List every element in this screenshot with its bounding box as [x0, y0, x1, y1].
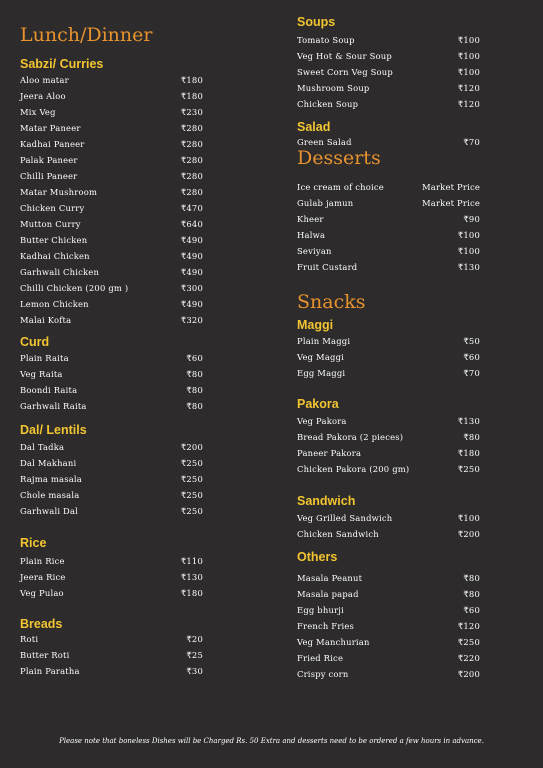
menu-item [297, 229, 480, 242]
menu-item [20, 90, 203, 103]
section-title-sandwich: Sandwich [297, 494, 356, 508]
item-price: ₹60 [463, 352, 480, 362]
item-name: Tomato Soup [297, 35, 355, 45]
item-name: Plain Maggi [297, 336, 351, 346]
menu-item [297, 50, 480, 63]
menu-item [20, 282, 203, 295]
item-price: ₹300 [180, 283, 203, 293]
item-price: ₹250 [457, 637, 480, 647]
item-name: Mushroom Soup [297, 83, 370, 93]
item-price: ₹490 [180, 299, 203, 309]
item-price: ₹200 [457, 529, 480, 539]
item-price: ₹120 [457, 83, 480, 93]
item-price: ₹80 [186, 369, 203, 379]
item-name: Chilli Paneer [20, 171, 78, 181]
menu-item [297, 572, 480, 585]
item-price: ₹70 [463, 137, 480, 147]
item-price: ₹180 [180, 75, 203, 85]
section-title-sabzi-curries: Sabzi/ Curries [20, 57, 104, 71]
item-name: Matar Mushroom [20, 187, 98, 197]
section-title-dal-lentils: Dal/ Lentils [20, 423, 87, 437]
item-price: ₹100 [457, 35, 480, 45]
menu-item [20, 505, 203, 518]
item-name: Veg Hot & Sour Soup [297, 51, 392, 61]
item-price: ₹100 [457, 230, 480, 240]
section-title-breads: Breads [20, 617, 63, 631]
section-title-pakora: Pakora [297, 397, 339, 411]
section-title-salad: Salad [297, 120, 331, 134]
item-price: ₹490 [180, 251, 203, 261]
item-name: Butter Chicken [20, 235, 88, 245]
item-name: Jeera Aloo [20, 91, 66, 101]
menu-item [20, 186, 203, 199]
menu-item [297, 98, 480, 111]
item-name: Ice cream of choice [297, 182, 384, 192]
menu-item [20, 368, 203, 381]
item-name: Bread Pakora (2 pieces) [297, 432, 404, 442]
item-price: ₹70 [463, 368, 480, 378]
menu-item [20, 649, 203, 662]
item-price: ₹100 [457, 513, 480, 523]
section-title-rice: Rice [20, 536, 47, 550]
item-price: ₹490 [180, 235, 203, 245]
item-name: Matar Paneer [20, 123, 81, 133]
menu-item [20, 473, 203, 486]
item-price: ₹220 [457, 653, 480, 663]
item-price: ₹120 [457, 621, 480, 631]
menu-item [20, 106, 203, 119]
item-price: ₹50 [463, 336, 480, 346]
item-name: Gulab jamun [297, 198, 354, 208]
item-name: Egg Maggi [297, 368, 346, 378]
item-price: ₹100 [457, 51, 480, 61]
item-name: Fruit Custard [297, 262, 358, 272]
item-name: Jeera Rice [20, 572, 66, 582]
menu-item [20, 266, 203, 279]
menu-item [297, 82, 480, 95]
item-name: Kadhai Chicken [20, 251, 90, 261]
menu-item [20, 74, 203, 87]
item-price: ₹470 [180, 203, 203, 213]
item-name: Seviyan [297, 246, 332, 256]
menu-item [297, 415, 480, 428]
item-name: Chicken Soup [297, 99, 359, 109]
item-name: Fried Rice [297, 653, 344, 663]
item-name: Plain Rice [20, 556, 65, 566]
item-price: ₹80 [463, 589, 480, 599]
item-price: ₹490 [180, 267, 203, 277]
menu-item [20, 400, 203, 413]
item-price: ₹130 [180, 572, 203, 582]
menu-item [20, 234, 203, 247]
item-name: Kheer [297, 214, 324, 224]
menu-item [20, 138, 203, 151]
item-name: Veg Raita [20, 369, 63, 379]
menu-item [20, 170, 203, 183]
menu-item [20, 555, 203, 568]
item-name: Garhwali Raita [20, 401, 87, 411]
menu-item [297, 66, 480, 79]
item-name: Veg Manchurian [297, 637, 370, 647]
menu-item [20, 298, 203, 311]
menu-item [20, 202, 203, 215]
menu-item [20, 218, 203, 231]
item-name: Veg Pakora [297, 416, 347, 426]
menu-item [297, 367, 480, 380]
item-price: ₹280 [180, 187, 203, 197]
item-price: ₹250 [180, 458, 203, 468]
item-name: Veg Grilled Sandwich [297, 513, 393, 523]
item-name: Chicken Sandwich [297, 529, 379, 539]
menu-item [20, 122, 203, 135]
item-price: ₹25 [186, 650, 203, 660]
menu-item [20, 352, 203, 365]
item-price: ₹640 [180, 219, 203, 229]
menu-item [297, 668, 480, 681]
item-price: Market Price [422, 198, 480, 208]
section-title-maggi: Maggi [297, 318, 334, 332]
menu-item [20, 250, 203, 263]
item-price: ₹320 [180, 315, 203, 325]
item-name: Palak Paneer [20, 155, 78, 165]
item-name: Chicken Pakora (200 gm) [297, 464, 410, 474]
item-name: Chicken Curry [20, 203, 85, 213]
menu-item [20, 587, 203, 600]
menu-item [20, 154, 203, 167]
item-name: Butter Roti [20, 650, 70, 660]
item-name: Mutton Curry [20, 219, 81, 229]
item-name: Chole masala [20, 490, 80, 500]
item-price: ₹60 [186, 353, 203, 363]
item-name: Boondi Raita [20, 385, 78, 395]
menu-item [20, 384, 203, 397]
snacks-title: Snacks [297, 291, 366, 313]
menu-item [20, 665, 203, 678]
item-name: Roti [20, 634, 39, 644]
item-price: ₹100 [457, 67, 480, 77]
item-price: ₹280 [180, 155, 203, 165]
menu-item [297, 351, 480, 364]
item-name: Plain Raita [20, 353, 69, 363]
item-name: Lemon Chicken [20, 299, 89, 309]
item-price: ₹90 [463, 214, 480, 224]
menu-item [297, 335, 480, 348]
lunch-dinner-title: Lunch/Dinner [20, 24, 153, 46]
item-name: Masala Peanut [297, 573, 363, 583]
item-name: Egg bhurji [297, 605, 344, 615]
item-name: Green Salad [297, 137, 352, 147]
menu-item [297, 34, 480, 47]
item-price: ₹80 [186, 385, 203, 395]
desserts-title: Desserts [297, 147, 381, 169]
menu-item [297, 197, 480, 210]
menu-item [297, 261, 480, 274]
menu-item [297, 181, 480, 194]
item-price: ₹180 [457, 448, 480, 458]
item-price: ₹80 [463, 432, 480, 442]
item-price: ₹280 [180, 123, 203, 133]
menu-item [297, 463, 480, 476]
menu-item [20, 633, 203, 646]
menu-item [20, 489, 203, 502]
menu-item [297, 528, 480, 541]
item-name: Aloo matar [20, 75, 69, 85]
item-price: ₹180 [180, 588, 203, 598]
item-name: Masala papad [297, 589, 359, 599]
menu-item [20, 457, 203, 470]
item-price: ₹130 [457, 262, 480, 272]
item-name: Paneer Pakora [297, 448, 362, 458]
item-price: ₹250 [180, 506, 203, 516]
menu-item [297, 604, 480, 617]
footer-note: Please note that boneless Dishes will be Charged Rs. 50 Extra and desserts need to be ordered a few hours in advance. [59, 737, 484, 745]
item-name: Veg Maggi [297, 352, 345, 362]
item-price: ₹30 [186, 666, 203, 676]
menu-item [297, 512, 480, 525]
item-price: ₹250 [180, 490, 203, 500]
menu-item [297, 213, 480, 226]
item-name: Garhwali Dal [20, 506, 79, 516]
item-price: ₹200 [457, 669, 480, 679]
item-price: ₹130 [457, 416, 480, 426]
menu-item [297, 431, 480, 444]
item-price: ₹280 [180, 139, 203, 149]
item-name: Malai Kofta [20, 315, 72, 325]
item-name: Dal Tadka [20, 442, 65, 452]
item-price: ₹180 [180, 91, 203, 101]
section-title-others: Others [297, 550, 338, 564]
item-price: ₹80 [186, 401, 203, 411]
item-price: ₹230 [180, 107, 203, 117]
item-name: Mix Veg [20, 107, 56, 117]
item-price: ₹280 [180, 171, 203, 181]
item-price: Market Price [422, 182, 480, 192]
menu-item [297, 588, 480, 601]
item-price: ₹100 [457, 246, 480, 256]
item-name: Sweet Corn Veg Soup [297, 67, 393, 77]
item-name: Halwa [297, 230, 326, 240]
item-name: Kadhai Paneer [20, 139, 85, 149]
item-name: Plain Paratha [20, 666, 80, 676]
item-price: ₹250 [180, 474, 203, 484]
menu-item [297, 245, 480, 258]
item-name: Veg Pulao [20, 588, 64, 598]
item-name: Rajma masala [20, 474, 82, 484]
item-name: Dal Makhani [20, 458, 77, 468]
menu-item [297, 652, 480, 665]
menu-item [297, 636, 480, 649]
menu-item [20, 441, 203, 454]
menu-item [20, 314, 203, 327]
item-price: ₹20 [186, 634, 203, 644]
item-price: ₹200 [180, 442, 203, 452]
item-name: French Fries [297, 621, 355, 631]
item-price: ₹80 [463, 573, 480, 583]
item-name: Garhwali Chicken [20, 267, 100, 277]
item-price: ₹120 [457, 99, 480, 109]
menu-item [20, 571, 203, 584]
menu-item [297, 620, 480, 633]
item-price: ₹60 [463, 605, 480, 615]
section-title-soups: Soups [297, 15, 336, 29]
item-price: ₹110 [180, 556, 203, 566]
section-title-curd: Curd [20, 335, 50, 349]
menu-item [297, 447, 480, 460]
item-name: Chilli Chicken (200 gm ) [20, 283, 129, 293]
item-name: Crispy corn [297, 669, 349, 679]
item-price: ₹250 [457, 464, 480, 474]
